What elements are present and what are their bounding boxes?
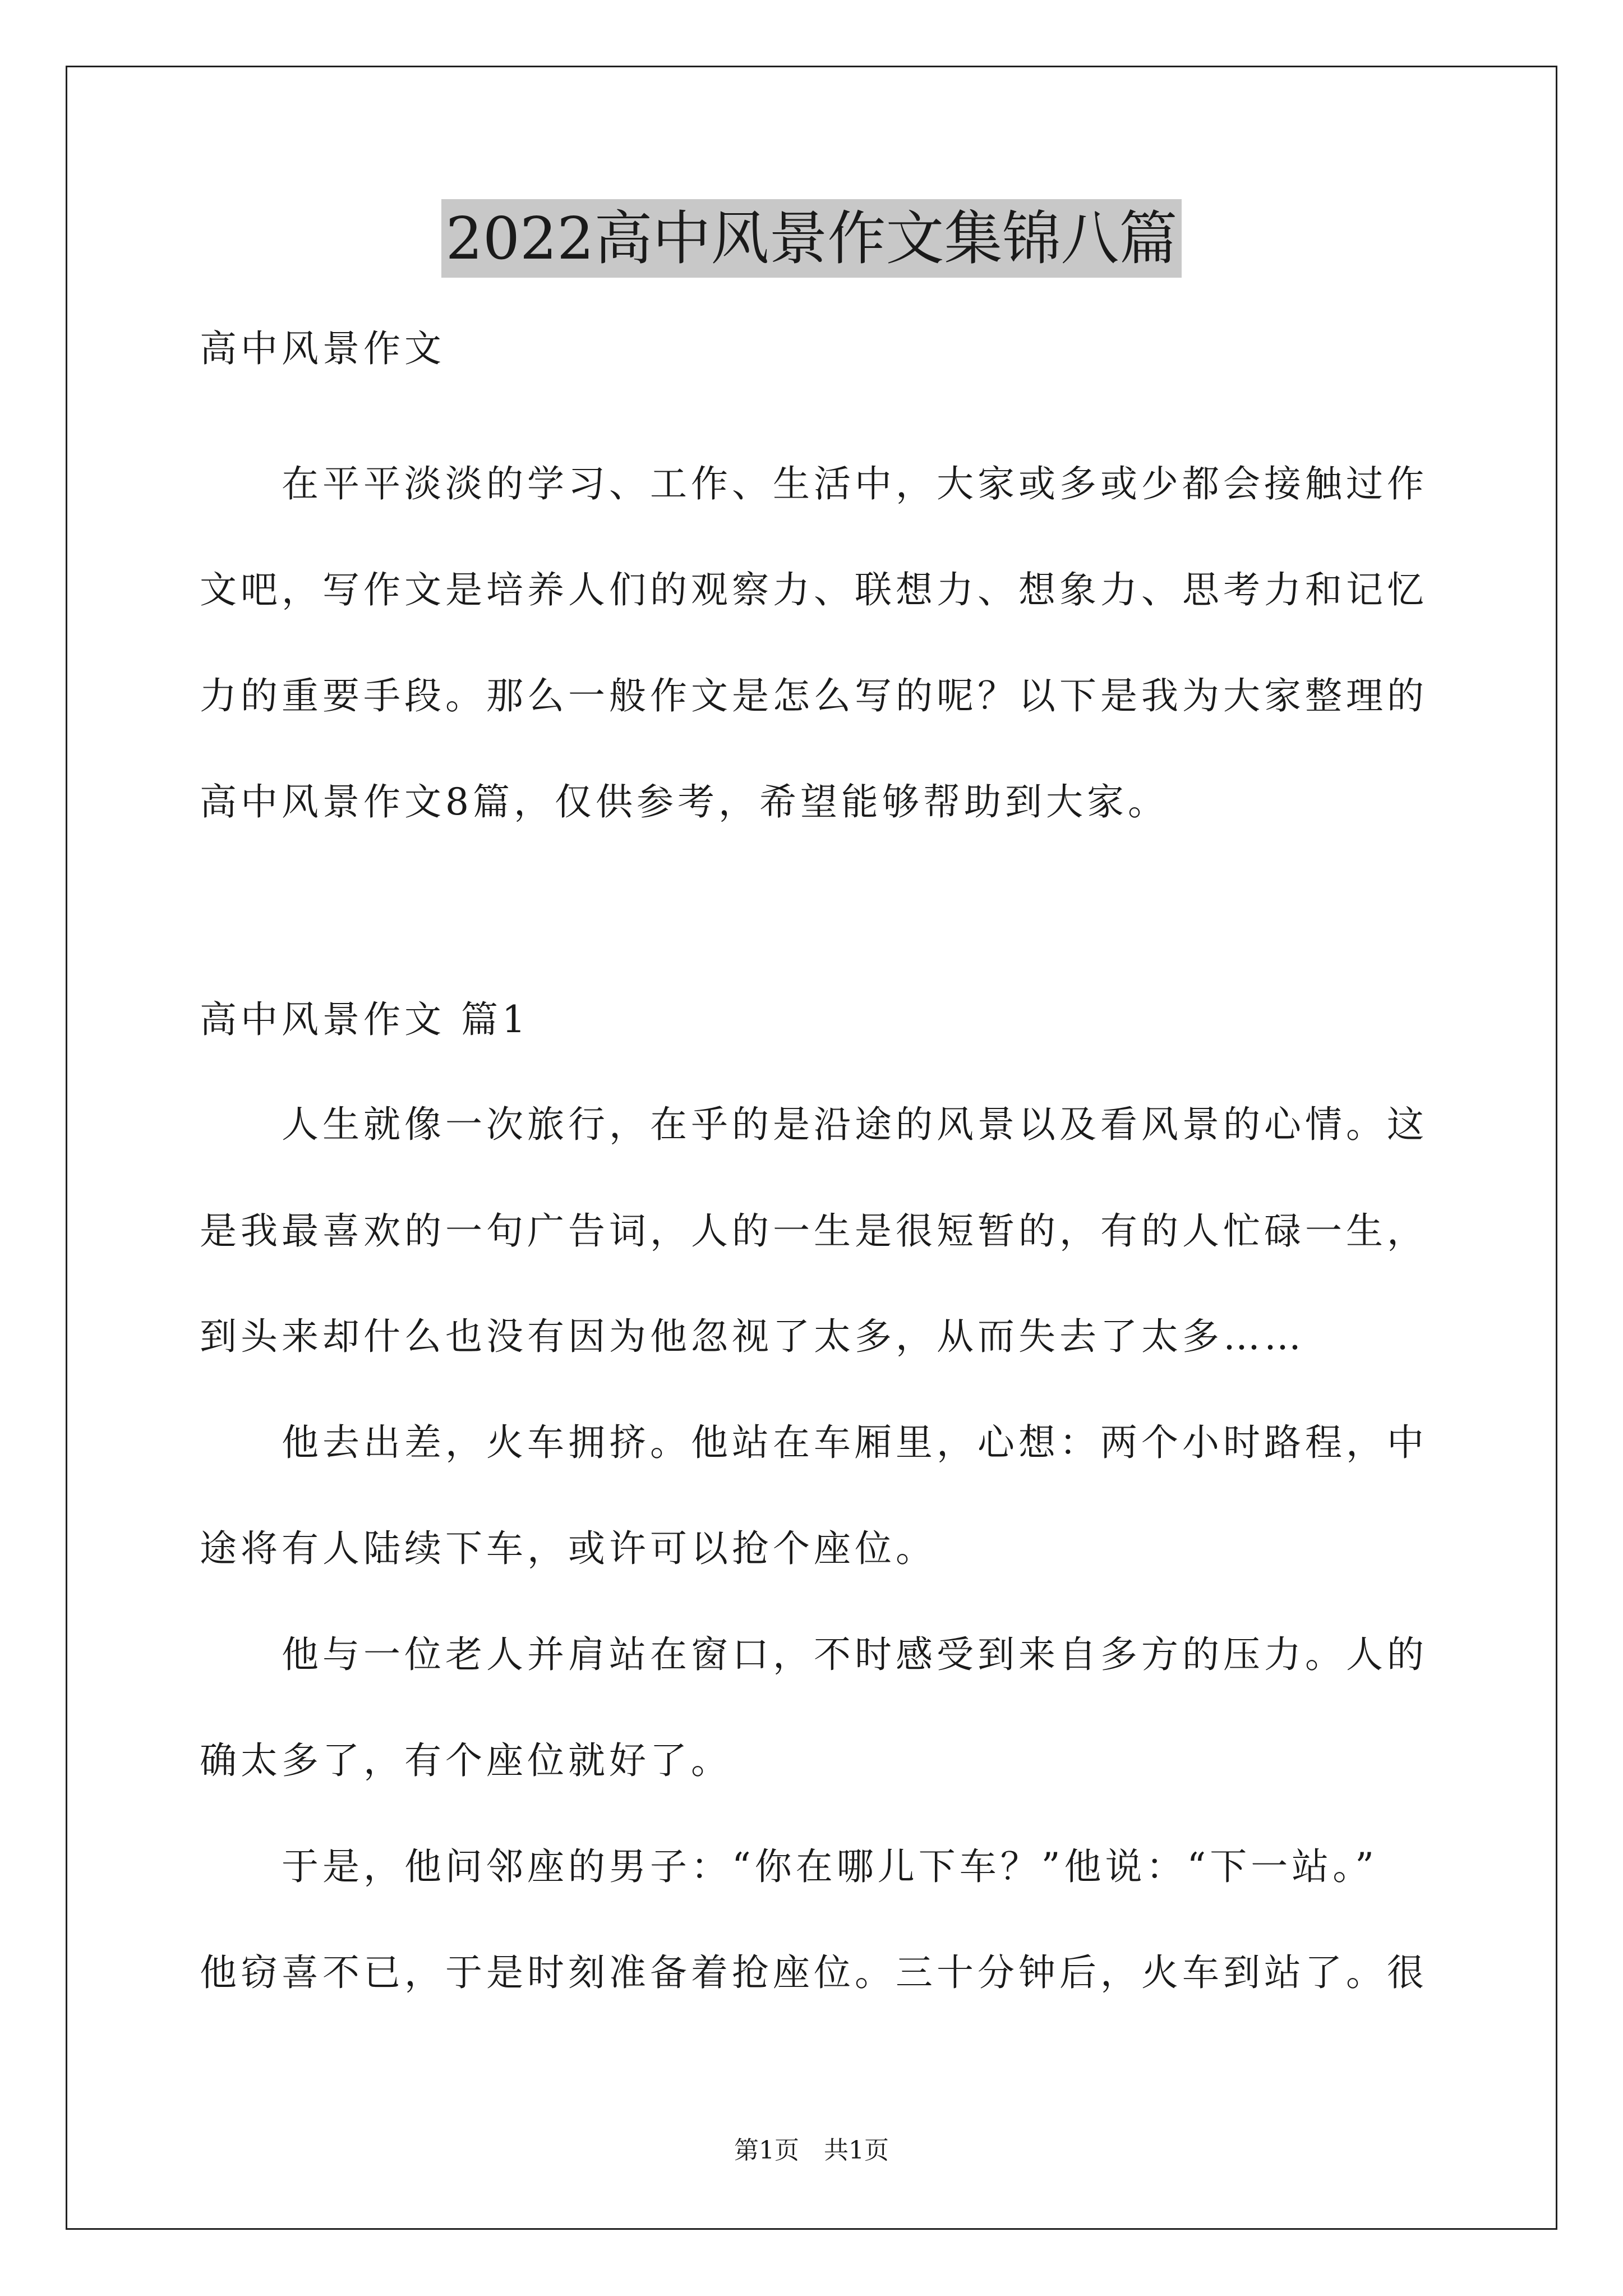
body-line: 途将有人陆续下车，或许可以抢个座位。 — [200, 1527, 937, 1570]
body-line: 文吧，写作文是培养人们的观察力、联想力、想象力、思考力和记忆 — [200, 568, 1428, 611]
section-heading: 高中风景作文 — [200, 327, 445, 370]
body-line: 他与一位老人并肩站在窗口，不时感受到来自多方的压力。人的 — [200, 1633, 1428, 1676]
body-line: 高中风景作文8篇，仅供参考，希望能够帮助到大家。 — [200, 780, 1169, 823]
body-line: 他去出差，火车拥挤。他站在车厢里，心想：两个小时路程，中 — [200, 1421, 1428, 1464]
body-line: 他窃喜不已，于是时刻准备着抢座位。三十分钟后，火车到站了。很 — [200, 1951, 1428, 1994]
body-line: 于是，他问邻座的男子：“你在哪儿下车？”他说：“下一站。” — [200, 1845, 1378, 1888]
section-heading: 高中风景作文 篇1 — [200, 998, 529, 1041]
body-line: 确太多了，有个座位就好了。 — [200, 1739, 732, 1782]
body-line: 是我最喜欢的一句广告词，人的一生是很短暂的，有的人忙碌一生， — [200, 1209, 1428, 1253]
body-line: 到头来却什么也没有因为他忽视了太多，从而失去了太多…… — [200, 1315, 1305, 1358]
body-line: 人生就像一次旅行，在乎的是沿途的风景以及看风景的心情。这 — [200, 1103, 1428, 1146]
body-line: 力的重要手段。那么一般作文是怎么写的呢？以下是我为大家整理的 — [200, 674, 1428, 717]
title-container — [0, 199, 1623, 278]
body-line: 在平平淡淡的学习、工作、生活中，大家或多或少都会接触过作 — [200, 462, 1428, 505]
page-footer: 第1页 共1页 — [734, 2136, 889, 2165]
document-title: 2022高中风景作文集锦八篇 — [441, 199, 1182, 278]
